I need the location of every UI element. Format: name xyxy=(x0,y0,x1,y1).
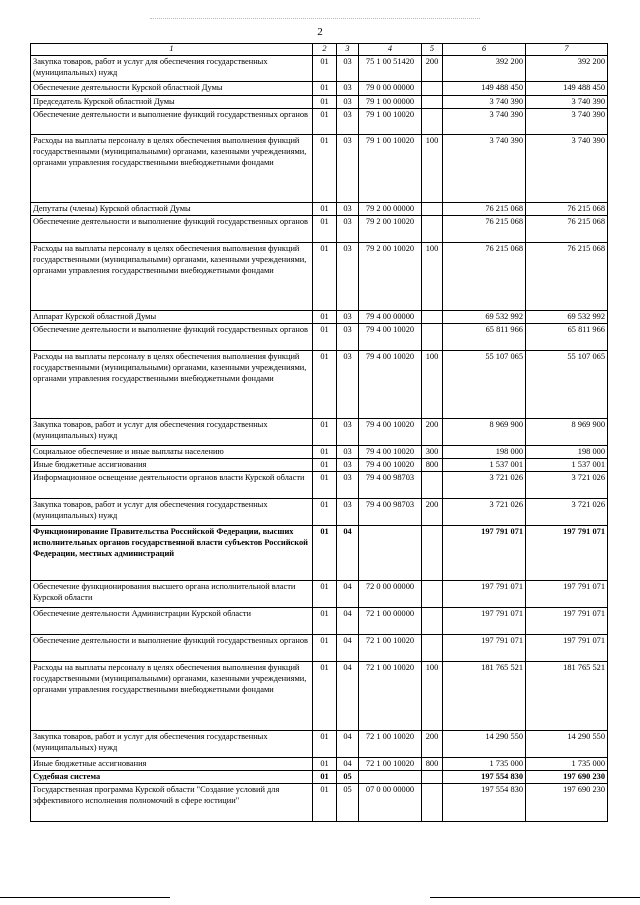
cell-s: 01 xyxy=(313,96,337,109)
cell-cr: 79 4 00 98703 xyxy=(359,472,422,499)
cell-vr xyxy=(422,311,443,324)
cell-s: 01 xyxy=(313,784,337,822)
cell-vr: 800 xyxy=(422,459,443,472)
cell-v2: 392 200 xyxy=(526,56,608,82)
cell-v2: 55 107 065 xyxy=(526,351,608,419)
col-header-2: 2 xyxy=(313,44,337,56)
cell-v2: 197 791 071 xyxy=(526,526,608,581)
table-row xyxy=(31,526,608,581)
cell-cr: 79 2 00 10020 xyxy=(359,243,422,311)
cell-name: Иные бюджетные ассигнования xyxy=(31,459,313,472)
cell-v2: 197 690 230 xyxy=(526,771,608,784)
cell-ps: 03 xyxy=(337,243,359,311)
cell-v1: 76 215 068 xyxy=(443,216,526,243)
table-row xyxy=(31,311,608,324)
cell-v2: 76 215 068 xyxy=(526,203,608,216)
cell-s: 01 xyxy=(313,135,337,203)
cell-v2: 1 537 001 xyxy=(526,459,608,472)
cell-cr: 79 1 00 10020 xyxy=(359,109,422,135)
cell-name: Аппарат Курской областной Думы xyxy=(31,311,313,324)
cell-vr xyxy=(422,526,443,581)
cell-vr: 200 xyxy=(422,731,443,758)
cell-ps: 03 xyxy=(337,351,359,419)
cell-cr: 72 1 00 10020 xyxy=(359,731,422,758)
cell-name: Закупка товаров, работ и услуг для обеспечения государственных (муниципальных) нужд xyxy=(31,499,313,526)
table-row xyxy=(31,499,608,526)
cell-vr xyxy=(422,216,443,243)
col-header-7: 7 xyxy=(526,44,608,56)
cell-ps: 03 xyxy=(337,109,359,135)
cell-s: 01 xyxy=(313,351,337,419)
cell-vr xyxy=(422,203,443,216)
cell-v1: 197 791 071 xyxy=(443,635,526,662)
cell-v2: 149 488 450 xyxy=(526,82,608,96)
cell-ps: 03 xyxy=(337,472,359,499)
cell-s: 01 xyxy=(313,311,337,324)
cell-v1: 3 721 026 xyxy=(443,499,526,526)
table-row xyxy=(31,472,608,499)
cell-vr: 300 xyxy=(422,446,443,459)
cell-v1: 76 215 068 xyxy=(443,243,526,311)
cell-cr xyxy=(359,526,422,581)
page-number: 2 xyxy=(317,26,323,38)
cell-vr: 200 xyxy=(422,56,443,82)
cell-ps: 03 xyxy=(337,324,359,351)
cell-s: 01 xyxy=(313,419,337,446)
cell-cr: 79 4 00 10020 xyxy=(359,351,422,419)
scan-top-line xyxy=(150,18,480,19)
cell-ps: 03 xyxy=(337,459,359,472)
table-row xyxy=(31,324,608,351)
table-row xyxy=(31,608,608,635)
cell-vr xyxy=(422,635,443,662)
col-header-6: 6 xyxy=(443,44,526,56)
cell-cr: 79 2 00 00000 xyxy=(359,203,422,216)
cell-cr: 72 1 00 10020 xyxy=(359,662,422,731)
cell-name: Обеспечение деятельности и выполнение функций государственных органов xyxy=(31,324,313,351)
col-header-4: 4 xyxy=(359,44,422,56)
table-row xyxy=(31,784,608,822)
table-row xyxy=(31,82,608,96)
table-row xyxy=(31,243,608,311)
cell-cr: 72 1 00 00000 xyxy=(359,608,422,635)
cell-name: Государственная программа Курской области "Создание условий для эффективного исполнения полномочий в сфере юстиции" xyxy=(31,784,313,822)
cell-s: 01 xyxy=(313,635,337,662)
cell-cr: 79 4 00 10020 xyxy=(359,459,422,472)
cell-v2: 197 791 071 xyxy=(526,581,608,608)
cell-cr: 79 1 00 00000 xyxy=(359,96,422,109)
cell-s: 01 xyxy=(313,324,337,351)
cell-s: 01 xyxy=(313,499,337,526)
cell-name: Обеспечение деятельности и выполнение функций государственных органов xyxy=(31,109,313,135)
table-row xyxy=(31,581,608,608)
cell-v1: 197 791 071 xyxy=(443,526,526,581)
cell-cr: 79 4 00 10020 xyxy=(359,419,422,446)
cell-vr: 800 xyxy=(422,758,443,771)
cell-name: Обеспечение деятельности Администрации Курской области xyxy=(31,608,313,635)
cell-ps: 03 xyxy=(337,56,359,82)
cell-v1: 3 721 026 xyxy=(443,472,526,499)
cell-v2: 3 721 026 xyxy=(526,472,608,499)
cell-cr: 72 1 00 10020 xyxy=(359,758,422,771)
cell-cr: 75 1 00 51420 xyxy=(359,56,422,82)
cell-s: 01 xyxy=(313,243,337,311)
cell-cr: 72 0 00 00000 xyxy=(359,581,422,608)
cell-v2: 181 765 521 xyxy=(526,662,608,731)
cell-name: Закупка товаров, работ и услуг для обеспечения государственных (муниципальных) нужд xyxy=(31,419,313,446)
cell-v1: 69 532 992 xyxy=(443,311,526,324)
cell-v2: 198 000 xyxy=(526,446,608,459)
cell-v1: 1 735 000 xyxy=(443,758,526,771)
cell-v2: 76 215 068 xyxy=(526,243,608,311)
cell-name: Судебная система xyxy=(31,771,313,784)
cell-ps: 03 xyxy=(337,135,359,203)
table-row xyxy=(31,635,608,662)
cell-s: 01 xyxy=(313,758,337,771)
cell-name: Обеспечение деятельности и выполнение функций государственных органов xyxy=(31,216,313,243)
cell-s: 01 xyxy=(313,526,337,581)
cell-v1: 3 740 390 xyxy=(443,96,526,109)
cell-ps: 04 xyxy=(337,581,359,608)
bottom-rule-left xyxy=(0,897,170,898)
cell-cr: 72 1 00 10020 xyxy=(359,635,422,662)
cell-s: 01 xyxy=(313,56,337,82)
bottom-rule-right xyxy=(430,897,640,898)
cell-s: 01 xyxy=(313,109,337,135)
cell-s: 01 xyxy=(313,216,337,243)
cell-v2: 197 690 230 xyxy=(526,784,608,822)
table-row xyxy=(31,771,608,784)
cell-v1: 3 740 390 xyxy=(443,135,526,203)
cell-cr xyxy=(359,771,422,784)
cell-v2: 3 721 026 xyxy=(526,499,608,526)
cell-v2: 76 215 068 xyxy=(526,216,608,243)
cell-name: Функционирование Правительства Российской Федерации, высших исполнительных органов государственной власти субъектов Российской Федерации, местных администраций xyxy=(31,526,313,581)
table-row xyxy=(31,135,608,203)
cell-s: 01 xyxy=(313,581,337,608)
cell-v2: 3 740 390 xyxy=(526,96,608,109)
cell-name: Иные бюджетные ассигнования xyxy=(31,758,313,771)
cell-name: Социальное обеспечение и иные выплаты населению xyxy=(31,446,313,459)
cell-ps: 03 xyxy=(337,96,359,109)
cell-v1: 3 740 390 xyxy=(443,109,526,135)
cell-v1: 181 765 521 xyxy=(443,662,526,731)
cell-v1: 197 554 830 xyxy=(443,784,526,822)
cell-s: 01 xyxy=(313,608,337,635)
cell-cr: 79 4 00 98703 xyxy=(359,499,422,526)
cell-name: Информационное освещение деятельности органов власти Курской области xyxy=(31,472,313,499)
cell-name: Обеспечение деятельности Курской областной Думы xyxy=(31,82,313,96)
cell-name: Расходы на выплаты персоналу в целях обеспечения выполнения функций государственными (муниципальными) органами, казенными учреждениями, органами управления государственными внебюджетными фондами xyxy=(31,351,313,419)
cell-v1: 8 969 900 xyxy=(443,419,526,446)
cell-ps: 03 xyxy=(337,82,359,96)
cell-v2: 8 969 900 xyxy=(526,419,608,446)
cell-ps: 04 xyxy=(337,731,359,758)
cell-ps: 04 xyxy=(337,662,359,731)
cell-name: Расходы на выплаты персоналу в целях обеспечения выполнения функций государственными (муниципальными) органами, казенными учреждениями, органами управления государственными внебюджетными фондами xyxy=(31,135,313,203)
cell-vr: 200 xyxy=(422,419,443,446)
cell-ps: 03 xyxy=(337,419,359,446)
cell-vr xyxy=(422,472,443,499)
cell-vr: 100 xyxy=(422,243,443,311)
cell-v1: 14 290 550 xyxy=(443,731,526,758)
cell-name: Расходы на выплаты персоналу в целях обеспечения выполнения функций государственными (муниципальными) органами, казенными учреждениями, органами управления государственными внебюджетными фондами xyxy=(31,243,313,311)
col-header-1: 1 xyxy=(31,44,313,56)
cell-v2: 69 532 992 xyxy=(526,311,608,324)
cell-ps: 03 xyxy=(337,446,359,459)
cell-ps: 04 xyxy=(337,526,359,581)
cell-ps: 03 xyxy=(337,311,359,324)
cell-s: 01 xyxy=(313,459,337,472)
cell-name: Расходы на выплаты персоналу в целях обеспечения выполнения функций государственными (муниципальными) органами, казенными учреждениями, органами управления государственными внебюджетными фондами xyxy=(31,662,313,731)
cell-v1: 197 791 071 xyxy=(443,608,526,635)
cell-v2: 3 740 390 xyxy=(526,135,608,203)
cell-cr: 79 0 00 00000 xyxy=(359,82,422,96)
table-row xyxy=(31,446,608,459)
table-row xyxy=(31,758,608,771)
cell-s: 01 xyxy=(313,446,337,459)
cell-cr: 79 4 00 10020 xyxy=(359,324,422,351)
cell-vr: 100 xyxy=(422,662,443,731)
cell-v1: 55 107 065 xyxy=(443,351,526,419)
cell-vr xyxy=(422,82,443,96)
cell-ps: 03 xyxy=(337,499,359,526)
table-row xyxy=(31,56,608,82)
table-row xyxy=(31,662,608,731)
cell-v2: 197 791 071 xyxy=(526,608,608,635)
cell-vr: 100 xyxy=(422,135,443,203)
cell-vr xyxy=(422,324,443,351)
table-row xyxy=(31,203,608,216)
col-header-5: 5 xyxy=(422,44,443,56)
cell-v2: 65 811 966 xyxy=(526,324,608,351)
cell-s: 01 xyxy=(313,771,337,784)
cell-cr: 79 1 00 10020 xyxy=(359,135,422,203)
cell-v1: 197 791 071 xyxy=(443,581,526,608)
table-row xyxy=(31,459,608,472)
table-row xyxy=(31,216,608,243)
cell-vr xyxy=(422,784,443,822)
header-row xyxy=(31,44,608,56)
cell-s: 01 xyxy=(313,82,337,96)
cell-v1: 392 200 xyxy=(443,56,526,82)
cell-s: 01 xyxy=(313,662,337,731)
cell-vr xyxy=(422,771,443,784)
cell-ps: 04 xyxy=(337,758,359,771)
cell-v1: 1 537 001 xyxy=(443,459,526,472)
cell-ps: 05 xyxy=(337,784,359,822)
cell-s: 01 xyxy=(313,203,337,216)
cell-v1: 197 554 830 xyxy=(443,771,526,784)
table-row xyxy=(31,731,608,758)
cell-ps: 05 xyxy=(337,771,359,784)
cell-name: Закупка товаров, работ и услуг для обеспечения государственных (муниципальных) нужд xyxy=(31,56,313,82)
cell-v2: 3 740 390 xyxy=(526,109,608,135)
cell-s: 01 xyxy=(313,731,337,758)
cell-name: Депутаты (члены) Курской областной Думы xyxy=(31,203,313,216)
cell-cr: 79 4 00 10020 xyxy=(359,446,422,459)
cell-ps: 04 xyxy=(337,608,359,635)
cell-cr: 07 0 00 00000 xyxy=(359,784,422,822)
table-row xyxy=(31,109,608,135)
cell-vr xyxy=(422,581,443,608)
cell-v2: 14 290 550 xyxy=(526,731,608,758)
budget-table xyxy=(30,43,608,822)
table-row xyxy=(31,96,608,109)
cell-v1: 76 215 068 xyxy=(443,203,526,216)
cell-name: Председатель Курской областной Думы xyxy=(31,96,313,109)
cell-vr xyxy=(422,96,443,109)
cell-cr: 79 2 00 10020 xyxy=(359,216,422,243)
cell-name: Обеспечение деятельности и выполнение функций государственных органов xyxy=(31,635,313,662)
table-row xyxy=(31,351,608,419)
cell-ps: 03 xyxy=(337,203,359,216)
cell-ps: 03 xyxy=(337,216,359,243)
table-row xyxy=(31,419,608,446)
cell-cr: 79 4 00 00000 xyxy=(359,311,422,324)
cell-vr xyxy=(422,109,443,135)
cell-v2: 1 735 000 xyxy=(526,758,608,771)
cell-s: 01 xyxy=(313,472,337,499)
cell-v1: 65 811 966 xyxy=(443,324,526,351)
cell-vr: 100 xyxy=(422,351,443,419)
col-header-3: 3 xyxy=(337,44,359,56)
cell-ps: 04 xyxy=(337,635,359,662)
cell-v2: 197 791 071 xyxy=(526,635,608,662)
cell-name: Закупка товаров, работ и услуг для обеспечения государственных (муниципальных) нужд xyxy=(31,731,313,758)
cell-vr xyxy=(422,608,443,635)
cell-v1: 149 488 450 xyxy=(443,82,526,96)
cell-name: Обеспечение функционирования высшего органа исполнительной власти Курской области xyxy=(31,581,313,608)
cell-vr: 200 xyxy=(422,499,443,526)
cell-v1: 198 000 xyxy=(443,446,526,459)
